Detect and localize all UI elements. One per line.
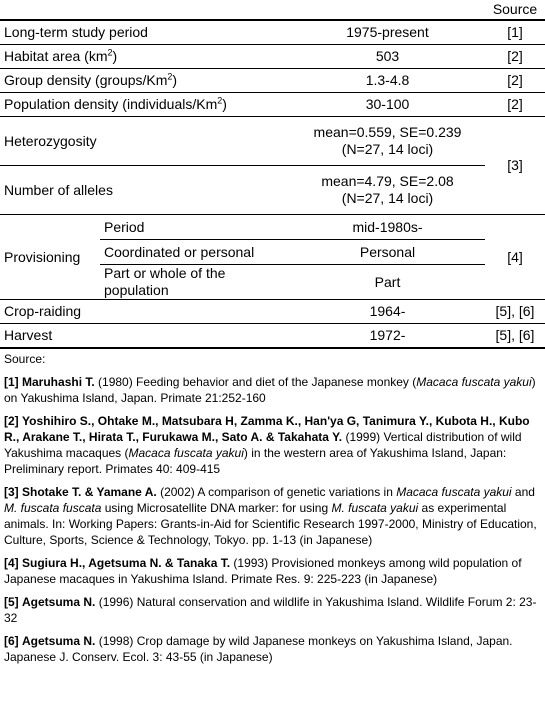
reference-item: [6] Agetsuma N. (1998) Crop damage by wild Japanese monkeys on Yakushima Island, Japan. Japanese J. Conserv. Ecol. 3: 43-55 (in Japanese) <box>4 634 513 664</box>
row-label: Harvest <box>4 327 53 343</box>
row-source: [4] <box>485 215 545 300</box>
provisioning-item-label: Part or whole of the population <box>100 265 290 300</box>
row-source: [5], [6] <box>495 327 535 343</box>
row-value: 1964- <box>369 303 406 319</box>
table-row <box>0 20 545 45</box>
table-row <box>0 93 545 117</box>
row-value: 1972- <box>369 327 406 343</box>
row-value: 1.3-4.8 <box>365 72 410 88</box>
table-row <box>0 300 545 324</box>
reference-item: [1] Maruhashi T. (1980) Feeding behavior and diet of the Japanese monkey (Macaca fuscata yakui) on Yakushima Island, Japan. Primate 21:252-160 <box>4 375 536 405</box>
references-section <box>4 351 540 665</box>
provisioning-label: Provisioning <box>0 215 100 300</box>
provisioning-item-value: Part <box>290 265 485 300</box>
table-row <box>0 166 545 215</box>
row-value: 1975-present <box>346 24 429 40</box>
row-source: [3] <box>485 117 545 215</box>
table-row <box>0 117 545 166</box>
table-header-row <box>0 0 545 20</box>
table-row <box>0 324 545 349</box>
row-value: 30-100 <box>365 96 410 112</box>
row-value: 503 <box>375 48 400 64</box>
row-source: [2] <box>507 48 523 64</box>
row-label: Group density (groups/Km$^2$) <box>4 71 178 88</box>
data-table <box>0 0 545 349</box>
row-label: Heterozygosity <box>0 117 290 166</box>
row-source: [5], [6] <box>495 303 535 319</box>
row-source: [2] <box>507 72 523 88</box>
table-row <box>0 215 545 240</box>
row-source: [2] <box>507 96 523 112</box>
reference-item: [4] Sugiura H., Agetsuma N. & Tanaka T. (1993) Provisioned monkeys among wild population of Japanese macaques in Yakushima Island. Primate Res. 9: 225-223 (in Japanese) <box>4 556 522 586</box>
table-row <box>0 69 545 93</box>
references-title: Source: <box>4 352 46 366</box>
row-label: Population density (individuals/Km$^2$) <box>4 95 227 112</box>
row-label: Number of alleles <box>0 166 290 215</box>
row-value: mean=0.559, SE=0.239 (N=27, 14 loci) <box>290 117 485 166</box>
row-label: Long-term study period <box>4 24 148 40</box>
provisioning-item-value: mid-1980s- <box>290 215 485 240</box>
row-label: Crop-raiding <box>4 303 82 319</box>
provisioning-item-value: Personal <box>290 240 485 265</box>
row-label: Habitat area $(km^2)$ <box>4 47 118 64</box>
provisioning-item-label: Coordinated or personal <box>100 240 290 265</box>
reference-item: [3] Shotake T. & Yamane A. (2002) A comparison of genetic variations in Macaca fuscata yakui and M. fuscata fuscata using Microsatellite DNA marker: for using M. fuscata yakui as experimental animals. In: Working Papers: Grants-in-Aid for Scientific Research 1997-2000, Ministry of Education, Culture, Sports, Science & Technology, Tokyo. pp. 1-13 (in Japanese) <box>4 485 537 547</box>
row-source: [1] <box>507 24 523 40</box>
source-header: Source <box>492 1 538 17</box>
provisioning-item-label: Period <box>100 215 290 240</box>
row-value: mean=4.79, SE=2.08 (N=27, 14 loci) <box>290 166 485 215</box>
reference-item: [5] Agetsuma N. (1996) Natural conservation and wildlife in Yakushima Island. Wildlife Forum 2: 23-32 <box>4 595 537 625</box>
reference-item: [2] Yoshihiro S., Ohtake M., Matsubara H, Zamma K., Han'ya G, Tanimura Y., Kubota H., Kubo R., Arakane T., Hirata T., Furukawa M., Sato A. & Takahata Y. (1999) Vertical distribution of wild Yakushima macaques (Macaca fuscata yakui) in the western area of Yakushima Island, Japan: Preliminary report. Primates 40: 409-415 <box>4 414 530 476</box>
table-row <box>0 45 545 69</box>
